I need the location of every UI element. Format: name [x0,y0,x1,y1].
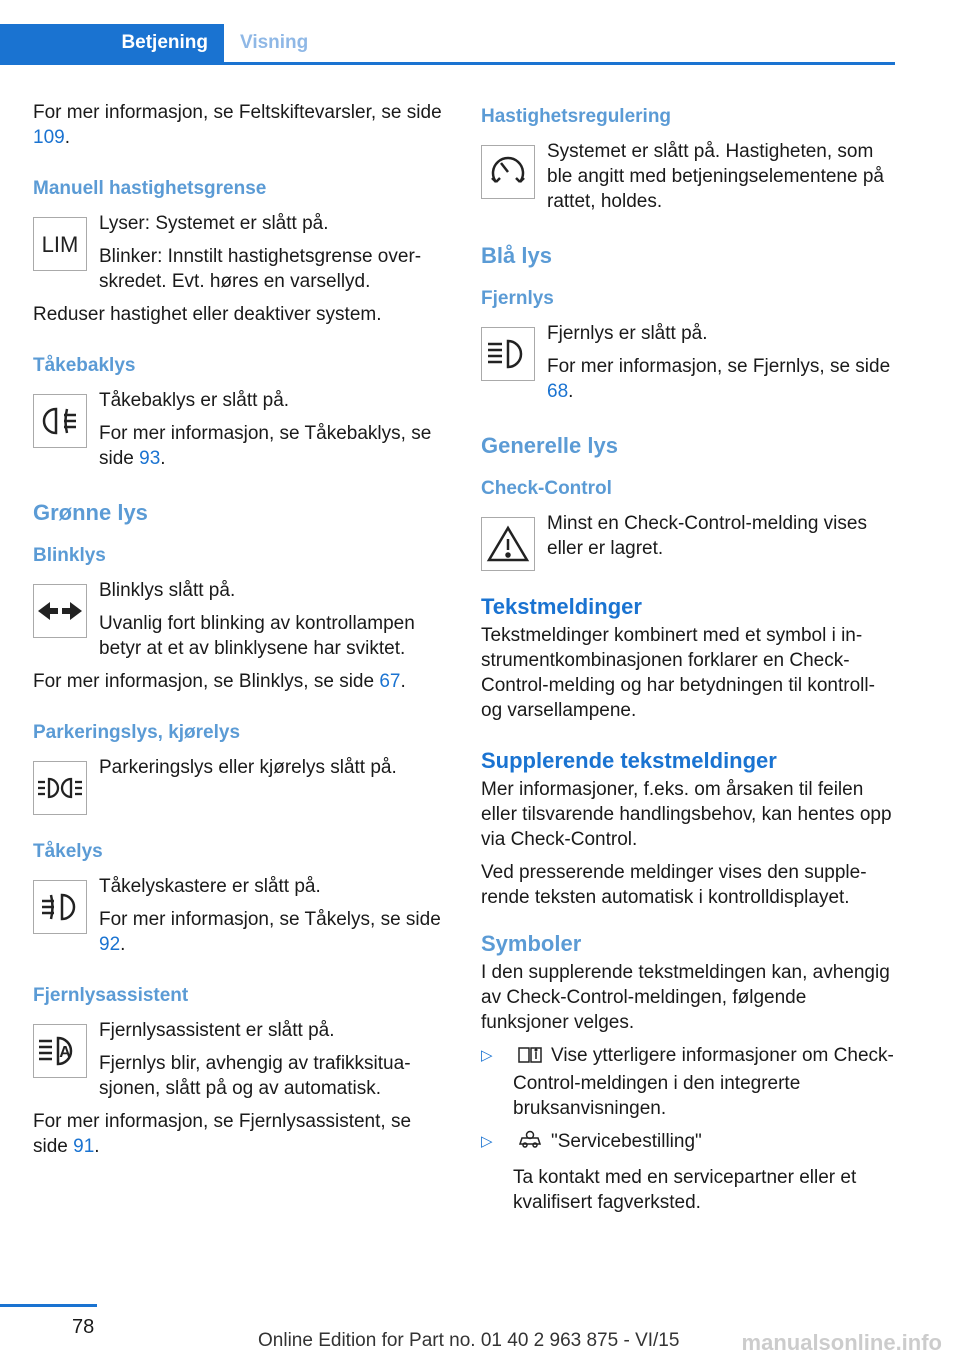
svg-text:A: A [59,1044,71,1061]
svg-text:LIM: LIM [41,232,79,257]
entry-check-control [481,511,895,569]
parking-light-icon [33,761,87,815]
heading-cruise-control: Hastighetsregulering [481,106,672,127]
entry-front-fog [33,874,447,957]
entry-parking-lights [33,755,447,813]
page-link-91[interactable]: 91 [73,1136,95,1157]
heading-high-beam: Fjernlys [481,288,554,309]
hba-line2: Fjernlys blir, avhengig av trafikksituasjonen, slått på og av automatisk. [99,1053,411,1099]
bullet-manual [481,1043,895,1121]
page-link-92[interactable]: 92 [99,934,121,955]
parking-line1: Parkeringslys eller kjørelys slått på. [99,757,397,778]
cruise-control-icon [481,145,535,199]
heading-general-lights: Generelle lys [481,433,618,458]
entry-lim [33,211,447,294]
bullet-arrow-icon: ▷ [481,1133,493,1150]
heading-blue-lights: Blå lys [481,243,552,268]
text-messages-body: Tekstmeldinger kombinert med et symbol i instrumentkombinasjonen forklarer en Check-Control-melding og har betydningen til kontroll- og varsellampene. [481,625,875,721]
entry-cruise-control [481,139,895,214]
intro-paragraph: For mer informasjon, se Feltskiftevarsler, se side 109. [33,102,442,148]
high-beam-icon [481,327,535,381]
page-number: 78 [72,1316,95,1338]
symbols-body: I den supplerende tekstmeldingen kan, avhengig av Check-Control-meldingen, følgende funksjoner velges. [481,962,890,1033]
heading-symbols: Symboler [481,931,582,956]
page-number-rule [0,1304,97,1307]
watermark: manualsonline.info [741,1330,942,1355]
front-fog-line1: Tåkelyskastere er slått på. [99,876,321,897]
supp-body2: Ved presserende meldinger vises den supplerende teksten automatisk i kontrolldisplayet. [481,862,867,908]
heading-front-fog: Tåkelys [33,841,103,862]
turn-line1: Blinklys slått på. [99,580,236,601]
tab-betjening[interactable]: Betjening [0,24,224,62]
lim-line2: Blinker: Innstilt hastighetsgrense overskredet. Evt. høres en varsellyd. [99,246,422,292]
turn-line2: Uvanlig fort blinking av kontrollampen betyr at et av blinklysene har sviktet. [99,613,415,659]
heading-check-control: Check-Control [481,478,612,499]
section-tabbar [0,24,895,65]
heading-turn-signals: Blinklys [33,545,106,566]
page-link-93[interactable]: 93 [139,448,161,469]
heading-supplementary-messages: Supplerende tekstmeldinger [481,748,777,773]
turn-signal-arrows-icon [33,584,87,638]
heading-high-beam-assistant: Fjernlysassistent [33,985,189,1006]
rear-fog-light-icon [33,394,87,448]
lim-icon [33,217,87,271]
page-link-68[interactable]: 68 [547,381,569,402]
entry-high-beam-assistant [33,1018,447,1101]
bullet-service [481,1129,895,1215]
rear-fog-line1: Tåkebaklys er slått på. [99,390,290,411]
hba-line1: Fjernlysassistent er slått på. [99,1020,335,1041]
cruise-line1: Systemet er slått på. Hastigheten, som ble angitt med betjeningselementene på rattet, holdes. [547,141,884,212]
hba-after: For mer informasjon, se Fjernlysassistent, se side 91. [33,1111,412,1157]
heading-rear-fog: Tåkebaklys [33,355,136,376]
lim-after: Reduser hastighet eller deaktiver system. [33,304,382,325]
heading-parking-lights: Parkeringslys, kjørelys [33,722,241,743]
page-link-67[interactable]: 67 [379,671,401,692]
bullet-arrow-icon: ▷ [481,1047,493,1064]
supp-body1: Mer informasjoner, f.eks. om årsaken til feilen eller tilsvarende handlingsbehov, kan hentes opp via Check-Control. [481,779,892,850]
high-beam-line2: For mer informasjon, se Fjernlys, se side 68. [547,356,891,402]
front-fog-light-icon [33,880,87,934]
turn-after: For mer informasjon, se Blinklys, se side 67. [33,671,406,692]
service-car-icon [517,1130,543,1157]
tab-visning[interactable]: Visning [240,32,309,53]
heading-green-lights: Grønne lys [33,500,148,525]
bullet-service-text: "Servicebestilling" [551,1131,702,1152]
warning-triangle-icon [481,517,535,571]
bullet-service-detail: Ta kontakt med en servicepartner eller et kvalifisert fagverksted. [513,1167,857,1213]
check-line1: Minst en Check-Control-melding vises eller er lagret. [547,513,867,559]
heading-manual-speed-limit: Manuell hastighetsgrense [33,178,267,199]
rear-fog-line2: For mer informasjon, se Tåkebaklys, se side 93. [99,423,432,469]
entry-rear-fog [33,388,447,471]
bullet-manual-text: Vise ytterligere informasjoner om Check-Control-meldingen i den integrerte bruksanvisningen. [513,1045,894,1119]
entry-high-beam [481,321,895,404]
high-beam-assistant-icon [33,1024,87,1078]
high-beam-line1: Fjernlys er slått på. [547,323,708,344]
book-icon [517,1046,543,1071]
lim-line1: Lyser: Systemet er slått på. [99,213,329,234]
entry-turn-signals [33,578,447,661]
right-column [481,100,895,1223]
left-column [33,100,447,1167]
footer-edition: Online Edition for Part no. 01 40 2 963 875 - VI/15 [258,1330,680,1351]
heading-text-messages: Tekstmeldinger [481,594,642,619]
page-link-109[interactable]: 109 [33,127,65,148]
front-fog-line2: For mer informasjon, se Tåkelys, se side 92. [99,909,441,955]
